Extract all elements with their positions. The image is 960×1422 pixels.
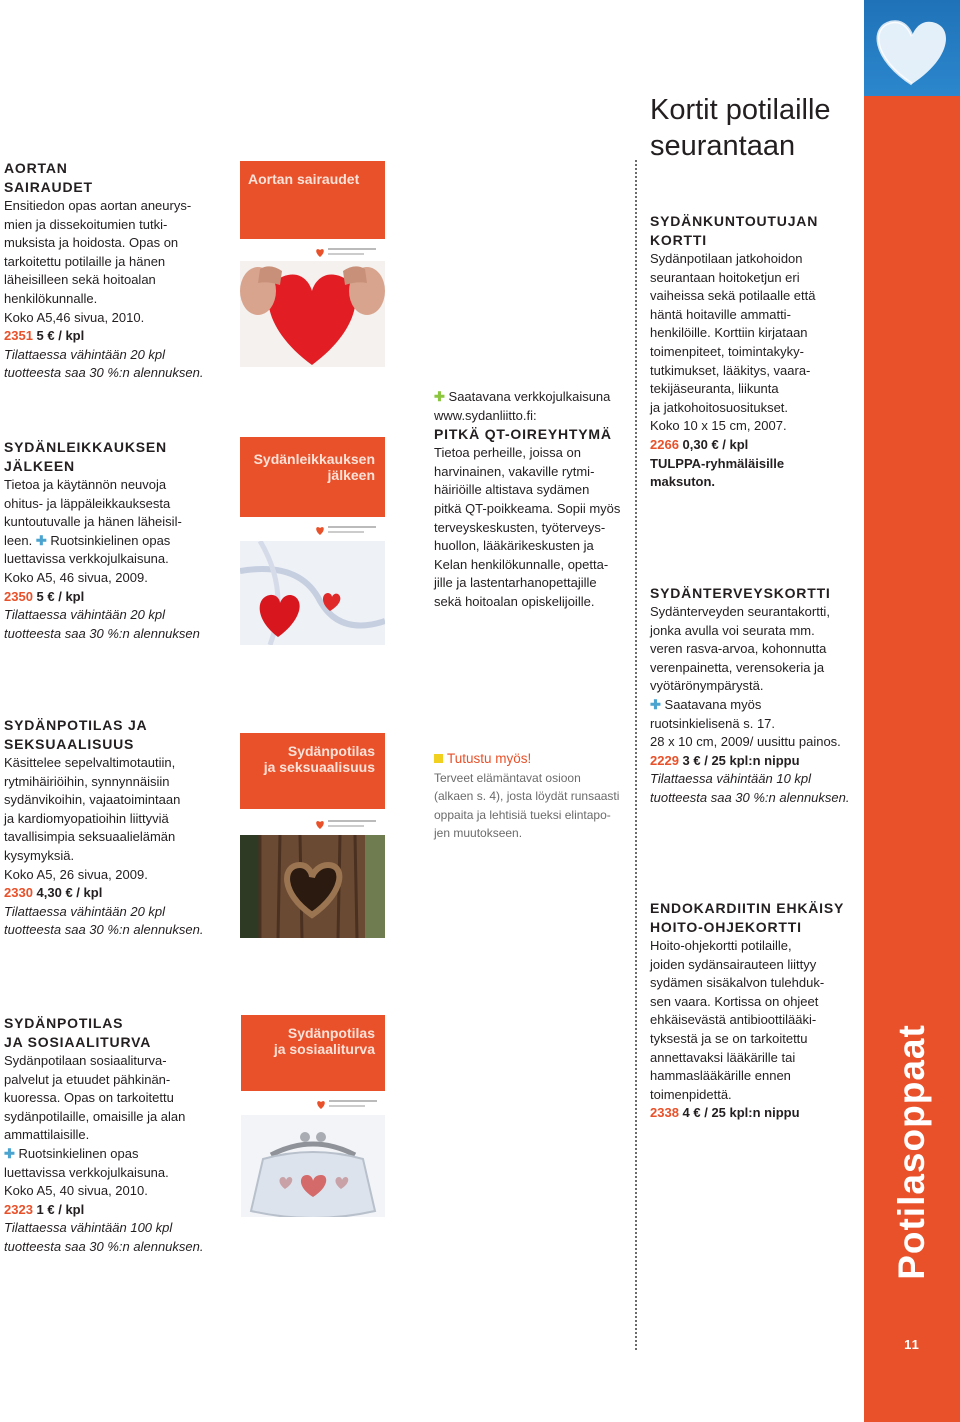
cover-title: Sydänleikkauksen jälkeen	[253, 451, 375, 483]
order-discount-note: Tilattaessa vähintään 20 kpl tuotteesta saa 30 %:n alennuksen.	[4, 903, 204, 938]
coin-purse-photo	[241, 1115, 385, 1217]
cross-icon: ✚	[4, 1145, 15, 1161]
order-discount-note: Tilattaessa vähintään 10 kpl tuotteesta saa 30 %:n alennuksen.	[650, 771, 850, 805]
cover-sydanpotilas-ja-sosiaaliturva	[241, 1015, 385, 1217]
product-endokardiitin-ehkaisy	[650, 899, 862, 1123]
product-sydankuntoutujan-kortti	[650, 212, 862, 492]
product-sydanleikkauksen-jalkeen	[4, 438, 229, 643]
website-link[interactable]: www.sydanliitto.fi:	[434, 407, 537, 423]
heart-association-logo	[315, 1097, 381, 1111]
section-heading: Kortit potilaille seurantaan	[650, 94, 831, 162]
vertical-section-title: Potilasoppaat	[891, 1024, 932, 1280]
heart-hands-photo	[240, 261, 385, 367]
product-title: SYDÄNKUNTOUTUJAN KORTTI	[650, 213, 819, 248]
cross-icon: ✚	[35, 532, 47, 548]
cover-sydanpotilas-ja-seksuaalisuus	[240, 733, 385, 938]
square-bullet-icon	[434, 754, 443, 763]
product-description: Tietoa ja käytännön neuvoja ohitus- ja läppäleikkauksesta kuntoutuvalle ja hänen läheisil- leen. ✚ Ruotsinkielinen opas luettavissa verkkojulkaisuna. Koko A5, 46 sivua, 2009.	[4, 477, 182, 585]
product-description: Hoito-ohjekortti potilaille, joiden sydänsairauteen liittyy sydämen sisäkalvon tulehduk- sen vaara. Kortissa on ohjeet ehkäisevästä antibioottilääki- tyksestä ja se on tarkoitettu annettavaksi lääkärille tai hammaslääkärille ennen toimenpidettä.	[650, 938, 825, 1102]
sidebar-band	[864, 0, 960, 1422]
product-title: SYDÄNLEIKKAUKSEN JÄLKEEN	[4, 439, 167, 474]
heart-association-logo	[314, 817, 380, 831]
heart-association-logo	[314, 245, 380, 259]
see-also-text: Terveet elämäntavat osioon (alkaen s. 4), josta löydät runsaasti oppaita ja lehtisiä tueksi elintapo- jen muutokseen.	[434, 770, 620, 841]
product-title: SYDÄNPOTILAS JA SEKSUAALISUUS	[4, 717, 148, 752]
product-price: 2350 5 € / kpl	[4, 588, 85, 604]
product-description: Käsittelee sepelvaltimotautiin, rytmihäiriöihin, synnynnäisiin sydänvikoihin, vajaatoimintaan ja kardiomyopatioihin liittyviä tavallisimpia seksuaalielämän kysymyksiä. Koko A5, 26 sivua, 2009.	[4, 755, 181, 882]
heart-association-logo	[314, 523, 380, 537]
product-title: AORTAN SAIRAUDET	[4, 160, 93, 195]
tree-bark-photo	[240, 835, 385, 938]
order-discount-note: Tilattaessa vähintään 100 kpl tuotteesta saa 30 %:n alennuksen.	[4, 1220, 204, 1254]
product-price: 2338 4 € / 25 kpl:n nippu	[650, 1105, 800, 1121]
product-price: 2330 4,30 € / kpl	[4, 885, 103, 901]
product-description: Sydänpotilaan sosiaaliturva- palvelut ja etuudet pähkinän- kuoressa. Opas on tarkoitettu sydänpotilaille, omaisille ja alan ammattilaisille. ✚ Ruotsinkielinen opas luettavissa verkkojulkaisuna. Koko A5, 40 sivua, 2010.	[4, 1053, 186, 1199]
product-description: Ensitiedon opas aortan aneurys- mien ja dissekoitumien tutki- muksista ja hoidosta. Opas on tarkoitettu potilaille ja hänen läheisilleen sekä hoitoalan henkilökunnalle. Koko A5,46 sivua, 2010.	[4, 198, 192, 325]
cover-title: Sydänpotilas ja sosiaaliturva	[273, 1025, 375, 1057]
product-title: PITKÄ QT-OIREYHTYMÄ	[434, 426, 612, 443]
cross-icon: ✚	[650, 696, 661, 712]
page-number: 11	[904, 1337, 920, 1352]
product-description: Tietoa perheille, joissa on harvinainen, vakaville rytmi- häiriöille altistava sydämen pitkä QT-poikkeama. Sopii myös terveyskeskusten, työterveys- huollon, lääkärikeskusten ja Kelan henkilökunnalle, opetta- jille ja lastentarhanopettajille sekä hoitoalan opiskelijoille.	[434, 445, 621, 609]
product-sydanterveyskortti	[650, 584, 862, 808]
see-also-note	[434, 750, 634, 843]
sky-photo	[864, 0, 960, 96]
see-also-heading: Tutustu myös!	[434, 750, 634, 769]
product-price: 2229 3 € / 25 kpl:n nippu	[650, 752, 800, 768]
heart-ribbon-photo	[240, 541, 385, 645]
product-aortan-sairaudet	[4, 159, 229, 383]
cloud-heart-icon	[864, 0, 960, 96]
product-description: Sydänpotilaan jatkohoidon seurantaan hoitoketjun eri vaiheissa sekä potilaalle että häntä hoitaville ammatti- henkilöille. Korttiin kirjataan toimenpiteet, toimintakyky- tutkimukset, lääkitys, vaara- tekijäseuranta, liikunta ja jatkohoitosuositukset. Koko 10 x 15 cm, 2007.	[650, 251, 816, 434]
product-price: 2351 5 € / kpl	[4, 328, 85, 344]
free-for-members-note: TULPPA-ryhmäläisille maksuton.	[650, 455, 785, 490]
product-sydanpotilas-ja-sosiaaliturva	[4, 1014, 229, 1257]
product-price: 2266 0,30 € / kpl	[650, 436, 749, 452]
cover-aortan-sairaudet	[240, 161, 385, 367]
availability-note: ✚ Saatavana verkkojulkaisuna	[434, 389, 611, 404]
cover-title: Sydänpotilas ja seksuaalisuus	[263, 743, 375, 775]
cover-title: Aortan sairaudet	[248, 171, 360, 187]
product-title: SYDÄNTERVEYSKORTTI	[650, 585, 831, 601]
order-discount-note: Tilattaessa vähintään 20 kpl tuotteesta saa 30 %:n alennuksen	[4, 607, 200, 641]
product-sydanpotilas-ja-seksuaalisuus	[4, 716, 229, 940]
cross-icon: ✚	[434, 389, 445, 404]
order-discount-note: Tilattaessa vähintään 20 kpl tuotteesta saa 30 %:n alennuksen.	[4, 346, 204, 381]
product-price: 2323 1 € / kpl	[4, 1201, 85, 1217]
product-description: Sydänterveyden seurantakortti, jonka avulla voi seurata mm. veren rasva-arvoa, kohonnutta verenpainetta, verensokeria ja vyötärönympärystä. ✚ Saatavana myös ruotsinkielisenä s. 17. 28 x 10 cm, 2009/ uusittu painos.	[650, 604, 841, 750]
product-title: ENDOKARDIITIN EHKÄISY HOITO-OHJEKORTTI	[650, 900, 845, 935]
column-divider	[635, 160, 637, 1350]
cover-sydanleikkauksen-jalkeen	[240, 437, 385, 645]
product-title: SYDÄNPOTILAS JA SOSIAALITURVA	[4, 1015, 152, 1050]
product-pitka-qt-oireyhtyma	[434, 388, 634, 612]
